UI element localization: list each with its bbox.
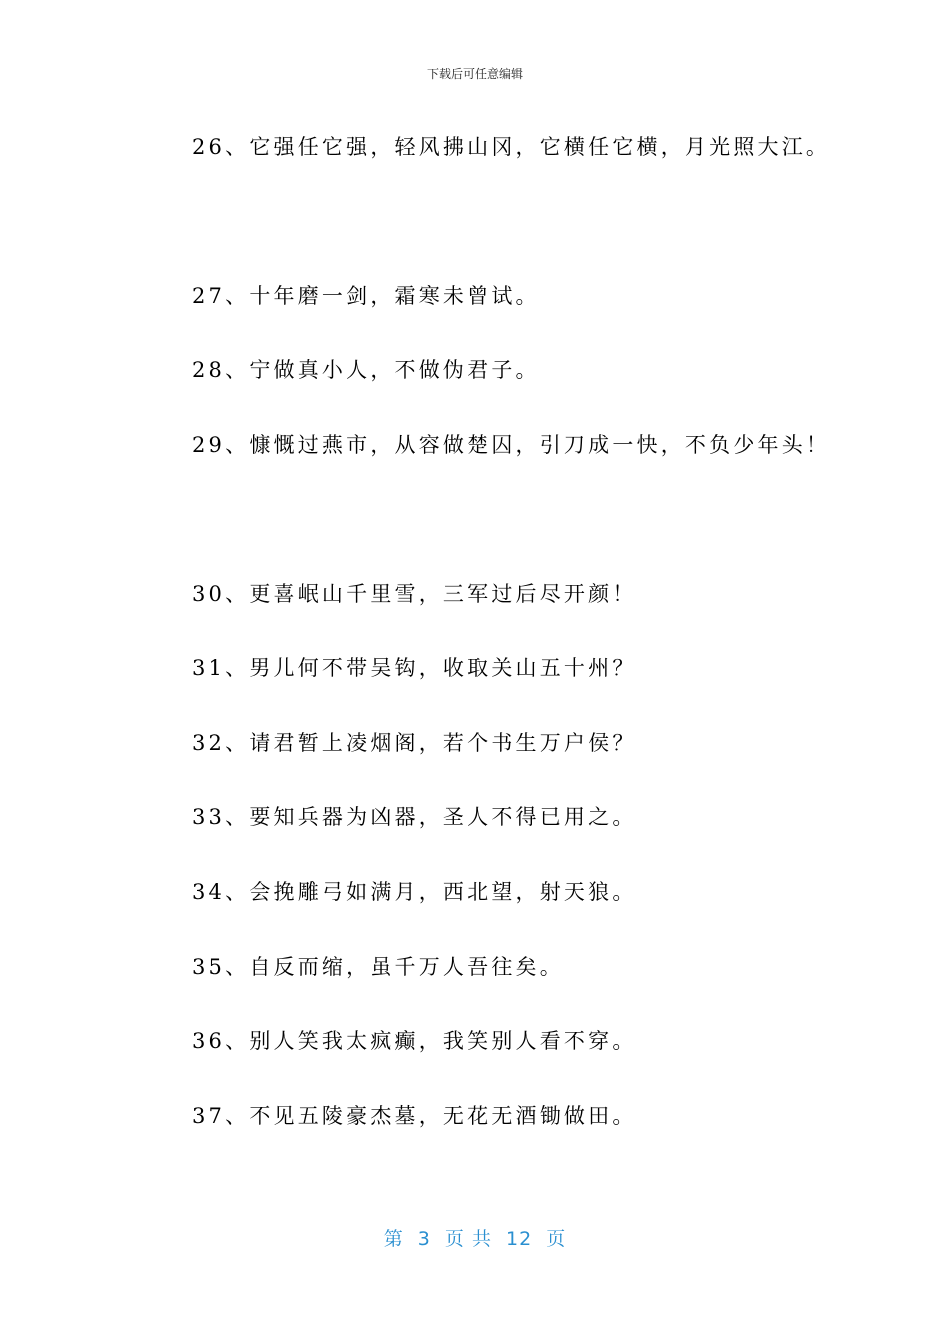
quote-line-30: 30、更喜岷山千里雪，三军过后尽开颜！ (192, 582, 637, 606)
quote-line-33: 33、要知兵器为凶器，圣人不得已用之。 (192, 805, 637, 829)
quote-line-34: 34、会挽雕弓如满月，西北望，射天狼。 (192, 880, 637, 904)
quote-line-32: 32、请君暂上凌烟阁，若个书生万户侯？ (192, 731, 637, 755)
quote-line-35: 35、自反而缩，虽千万人吾往矣。 (192, 955, 564, 979)
quote-line-31: 31、男儿何不带吴钩，收取关山五十州？ (192, 656, 637, 680)
quote-line-29: 29、慷慨过燕市，从容做楚囚，引刀成一快，不负少年头！ (192, 433, 831, 457)
page-header: 下载后可任意编辑 (426, 67, 523, 81)
page-footer: 第 3 页 共 12 页 (383, 1228, 567, 1250)
quote-line-37: 37、不见五陵豪杰墓，无花无酒锄做田。 (192, 1104, 637, 1128)
quote-line-28: 28、宁做真小人，不做伪君子。 (192, 358, 540, 382)
quote-line-26: 26、它强任它强，轻风拂山冈，它横任它横，月光照大江。 (192, 135, 831, 159)
quote-line-36: 36、别人笑我太疯癫，我笑别人看不穿。 (192, 1029, 637, 1053)
quote-line-27: 27、十年磨一剑，霜寒未曾试。 (192, 284, 540, 308)
